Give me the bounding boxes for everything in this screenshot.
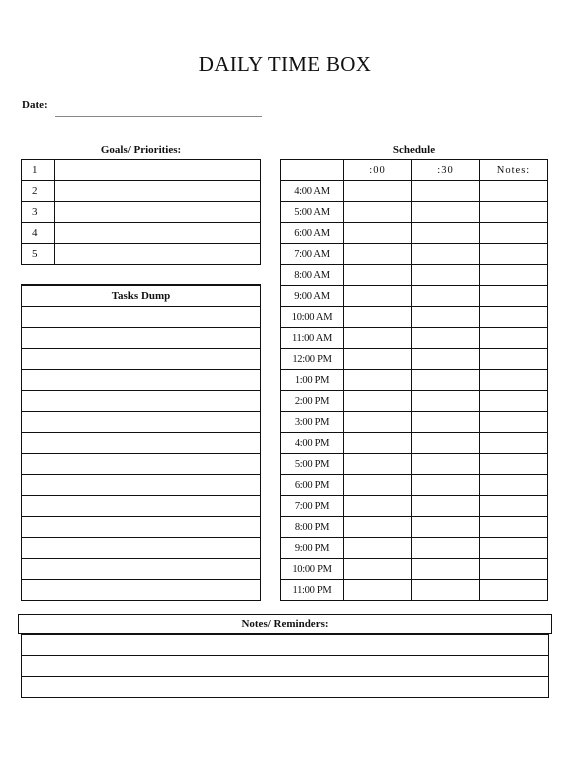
slot-30-cell[interactable] (412, 454, 480, 475)
task-entry-cell[interactable] (22, 559, 261, 580)
slot-00-cell[interactable] (344, 538, 412, 559)
notes-reminders-heading: Notes/ Reminders: (18, 614, 552, 634)
schedule-row (281, 391, 548, 412)
tasks-dump-heading: Tasks Dump (22, 285, 261, 307)
goal-row (22, 223, 261, 244)
schedule-row (281, 412, 548, 433)
slot-00-cell[interactable] (344, 181, 412, 202)
time-label: 5:00 PM (281, 454, 344, 475)
slot-30-cell[interactable] (412, 475, 480, 496)
tasks-dump-table (21, 284, 261, 601)
slot-00-cell[interactable] (344, 328, 412, 349)
schedule-row (281, 475, 548, 496)
notes-table (21, 634, 549, 698)
col-header-notes: Notes: (480, 160, 548, 181)
slot-00-cell[interactable] (344, 496, 412, 517)
task-entry-cell[interactable] (22, 454, 261, 475)
task-entry-cell[interactable] (22, 496, 261, 517)
slot-notes-cell[interactable] (480, 391, 548, 412)
schedule-corner-cell (281, 160, 344, 181)
slot-00-cell[interactable] (344, 517, 412, 538)
slot-30-cell[interactable] (412, 349, 480, 370)
task-entry-cell[interactable] (22, 412, 261, 433)
slot-notes-cell[interactable] (480, 475, 548, 496)
time-label: 7:00 PM (281, 496, 344, 517)
task-row (22, 475, 261, 496)
time-label: 6:00 AM (281, 223, 344, 244)
goal-entry-cell[interactable] (55, 160, 261, 181)
task-row (22, 349, 261, 370)
time-label: 1:00 PM (281, 370, 344, 391)
task-row (22, 580, 261, 601)
slot-00-cell[interactable] (344, 580, 412, 601)
time-label: 2:00 PM (281, 391, 344, 412)
slot-30-cell[interactable] (412, 223, 480, 244)
slot-30-cell[interactable] (412, 307, 480, 328)
date-label: Date: (22, 99, 48, 111)
task-row (22, 538, 261, 559)
schedule-row (281, 307, 548, 328)
task-row (22, 496, 261, 517)
time-label: 4:00 PM (281, 433, 344, 454)
time-label: 6:00 PM (281, 475, 344, 496)
task-row (22, 412, 261, 433)
schedule-table (280, 159, 548, 601)
task-row (22, 433, 261, 454)
time-label: 8:00 AM (281, 265, 344, 286)
goal-entry-cell[interactable] (55, 202, 261, 223)
goal-number: 2 (22, 181, 55, 202)
schedule-row (281, 328, 548, 349)
schedule-row (281, 517, 548, 538)
slot-00-cell[interactable] (344, 286, 412, 307)
goal-row (22, 202, 261, 223)
slot-00-cell[interactable] (344, 223, 412, 244)
slot-notes-cell[interactable] (480, 412, 548, 433)
schedule-row (281, 286, 548, 307)
task-entry-cell[interactable] (22, 328, 261, 349)
slot-notes-cell[interactable] (480, 328, 548, 349)
task-row (22, 328, 261, 349)
slot-30-cell[interactable] (412, 412, 480, 433)
task-entry-cell[interactable] (22, 370, 261, 391)
task-entry-cell[interactable] (22, 349, 261, 370)
schedule-row (281, 496, 548, 517)
schedule-row (281, 538, 548, 559)
time-label: 10:00 PM (281, 559, 344, 580)
task-entry-cell[interactable] (22, 433, 261, 454)
slot-30-cell[interactable] (412, 370, 480, 391)
page-title: DAILY TIME BOX (198, 52, 372, 76)
slot-30-cell[interactable] (412, 538, 480, 559)
time-label: 5:00 AM (281, 202, 344, 223)
schedule-row (281, 223, 548, 244)
slot-notes-cell[interactable] (480, 454, 548, 475)
goal-number: 1 (22, 160, 55, 181)
notes-row (22, 677, 549, 698)
slot-00-cell[interactable] (344, 412, 412, 433)
slot-30-cell[interactable] (412, 559, 480, 580)
time-label: 9:00 AM (281, 286, 344, 307)
goal-number: 4 (22, 223, 55, 244)
task-entry-cell[interactable] (22, 475, 261, 496)
slot-notes-cell[interactable] (480, 349, 548, 370)
notes-entry-cell[interactable] (22, 656, 549, 677)
notes-row (22, 635, 549, 656)
schedule-row (281, 580, 548, 601)
time-label: 7:00 AM (281, 244, 344, 265)
task-row (22, 370, 261, 391)
slot-30-cell[interactable] (412, 244, 480, 265)
schedule-row (281, 202, 548, 223)
slot-notes-cell[interactable] (480, 307, 548, 328)
slot-30-cell[interactable] (412, 286, 480, 307)
notes-entry-cell[interactable] (22, 635, 549, 656)
schedule-row (281, 244, 548, 265)
col-header-00: :00 (344, 160, 412, 181)
goal-entry-cell[interactable] (55, 181, 261, 202)
time-label: 3:00 PM (281, 412, 344, 433)
slot-notes-cell[interactable] (480, 559, 548, 580)
time-label: 10:00 AM (281, 307, 344, 328)
time-label: 9:00 PM (281, 538, 344, 559)
task-row (22, 307, 261, 328)
slot-30-cell[interactable] (412, 328, 480, 349)
task-entry-cell[interactable] (22, 391, 261, 412)
goal-entry-cell[interactable] (55, 223, 261, 244)
slot-00-cell[interactable] (344, 475, 412, 496)
slot-00-cell[interactable] (344, 370, 412, 391)
task-row (22, 517, 261, 538)
task-entry-cell[interactable] (22, 580, 261, 601)
slot-notes-cell[interactable] (480, 181, 548, 202)
goal-row (22, 160, 261, 181)
slot-00-cell[interactable] (344, 349, 412, 370)
slot-30-cell[interactable] (412, 181, 480, 202)
schedule-header-row (281, 160, 548, 181)
slot-00-cell[interactable] (344, 307, 412, 328)
time-label: 11:00 PM (281, 580, 344, 601)
goals-heading: Goals/ Priorities: (100, 144, 182, 156)
slot-notes-cell[interactable] (480, 580, 548, 601)
slot-notes-cell[interactable] (480, 433, 548, 454)
goal-row (22, 244, 261, 265)
task-row (22, 454, 261, 475)
schedule-row (281, 349, 548, 370)
goal-number: 3 (22, 202, 55, 223)
schedule-row (281, 559, 548, 580)
slot-30-cell[interactable] (412, 202, 480, 223)
schedule-row (281, 433, 548, 454)
schedule-row (281, 454, 548, 475)
task-row (22, 391, 261, 412)
time-label: 12:00 PM (281, 349, 344, 370)
task-row (22, 559, 261, 580)
slot-notes-cell[interactable] (480, 244, 548, 265)
col-header-30: :30 (412, 160, 480, 181)
slot-30-cell[interactable] (412, 433, 480, 454)
notes-row (22, 656, 549, 677)
slot-30-cell[interactable] (412, 265, 480, 286)
slot-00-cell[interactable] (344, 433, 412, 454)
slot-30-cell[interactable] (412, 496, 480, 517)
schedule-row (281, 265, 548, 286)
goal-row (22, 181, 261, 202)
schedule-row (281, 370, 548, 391)
slot-notes-cell[interactable] (480, 370, 548, 391)
slot-00-cell[interactable] (344, 202, 412, 223)
slot-30-cell[interactable] (412, 580, 480, 601)
slot-notes-cell[interactable] (480, 223, 548, 244)
slot-notes-cell[interactable] (480, 538, 548, 559)
slot-00-cell[interactable] (344, 244, 412, 265)
task-entry-cell[interactable] (22, 517, 261, 538)
notes-entry-cell[interactable] (22, 677, 549, 698)
slot-notes-cell[interactable] (480, 265, 548, 286)
slot-notes-cell[interactable] (480, 202, 548, 223)
task-entry-cell[interactable] (22, 307, 261, 328)
slot-00-cell[interactable] (344, 454, 412, 475)
time-label: 4:00 AM (281, 181, 344, 202)
slot-30-cell[interactable] (412, 391, 480, 412)
goal-entry-cell[interactable] (55, 244, 261, 265)
schedule-heading: Schedule (392, 144, 436, 156)
goals-table (21, 159, 261, 265)
slot-notes-cell[interactable] (480, 496, 548, 517)
slot-00-cell[interactable] (344, 391, 412, 412)
slot-30-cell[interactable] (412, 517, 480, 538)
task-entry-cell[interactable] (22, 538, 261, 559)
slot-00-cell[interactable] (344, 559, 412, 580)
date-field-line[interactable] (55, 116, 262, 117)
slot-notes-cell[interactable] (480, 517, 548, 538)
time-label: 8:00 PM (281, 517, 344, 538)
slot-00-cell[interactable] (344, 265, 412, 286)
time-label: 11:00 AM (281, 328, 344, 349)
slot-notes-cell[interactable] (480, 286, 548, 307)
goal-number: 5 (22, 244, 55, 265)
schedule-row (281, 181, 548, 202)
